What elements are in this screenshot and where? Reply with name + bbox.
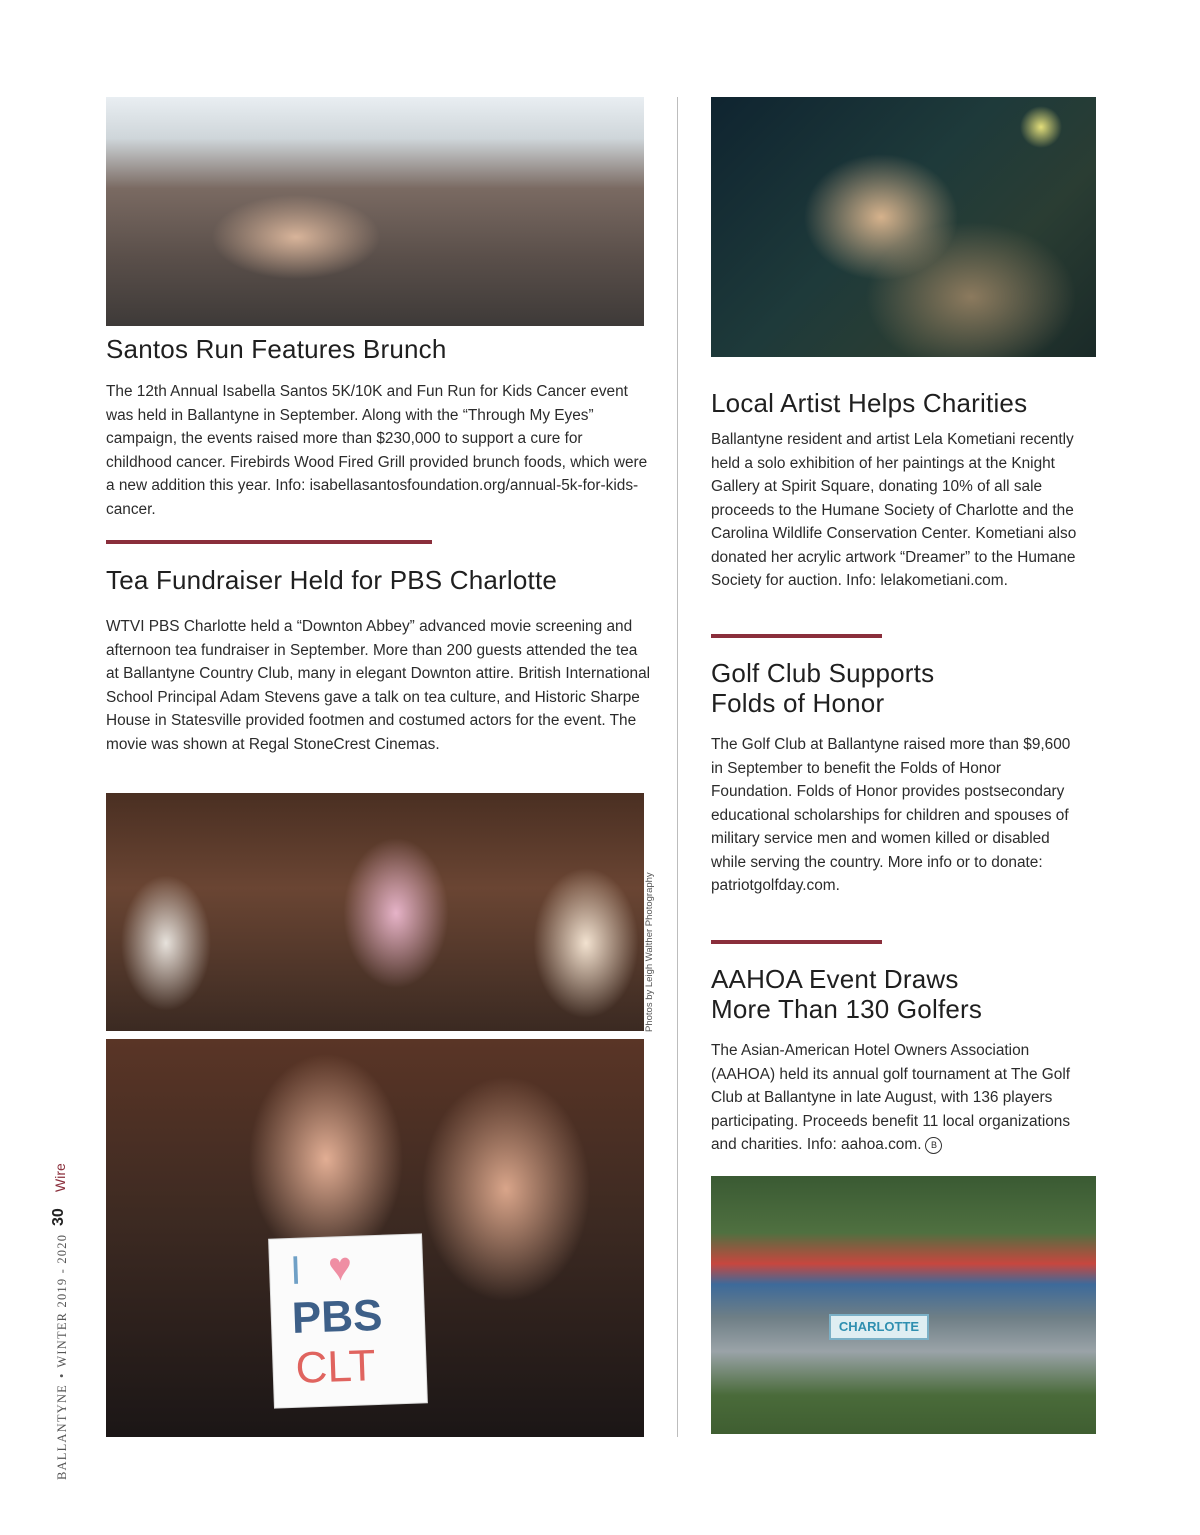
article-heading-golf-club — [711, 658, 1111, 718]
photo-tea-guests — [106, 793, 644, 1031]
folio — [53, 1234, 71, 1480]
heading-line: Folds of Honor — [711, 688, 885, 718]
pbs-clt-sign — [269, 1234, 427, 1407]
article-heading-artist: Local Artist Helps Charities — [711, 388, 1028, 418]
folio-separator: • — [55, 1373, 69, 1378]
section-rule — [106, 540, 432, 544]
section-rule — [711, 634, 882, 638]
folio-magazine: BALLANTYNE — [55, 1383, 69, 1480]
charlotte-banner: CHARLOTTE — [829, 1314, 929, 1340]
article-body-santos: The 12th Annual Isabella Santos 5K/10K and Fun Run for Kids Cancer event was held in Ballantyne in September. Along with the “Through My Eyes” campaign, the events raised more than $230,000 to support a cure for childhood cancer. Firebirds Wood Fired Grill provided brunch foods, which were a new addition this year. Info: isabellasantosfoundation.org/annual-5k-for-kids-cancer. — [106, 383, 648, 518]
folio-section-wrap — [52, 1163, 70, 1192]
article-body-tea: WTVI PBS Charlotte held a “Downton Abbey” advanced movie screening and afternoon tea fundraiser in September. More than 200 guests attended the tea at Ballantyne Country Club, many in elegant Downton attire. British International School Principal Adam Stevens gave a talk on tea culture, and Historic Sharpe House in Statesville provided footmen and costumed actors for the event. The movie was shown at Regal StoneCrest Cinemas. — [106, 618, 651, 753]
photo-dreamer-painting — [711, 97, 1096, 357]
section-rule — [711, 940, 882, 944]
article-body-artist: Ballantyne resident and artist Lela Kometiani recently held a solo exhibition of her paintings at the Knight Gallery at Spirit Square, donating 10% of all sale proceeds to the Humane Society of Charlotte and the Carolina Wildlife Conservation Center. Kometiani also donated her acrylic artwork “Dreamer” to the Humane Society for auction. Info: lelakometiani.com. — [711, 431, 1077, 589]
sign-letter: I — [289, 1248, 303, 1293]
article-body-golf-club: The Golf Club at Ballantyne raised more than $9,600 in September to benefit the Folds of Honor Foundation. Folds of Honor provides postsecondary educational scholarships for children and spouses of military service men and women killed or disabled while serving the country. More info or to donate: patriotgolfday.com. — [711, 736, 1071, 894]
heart-icon: ♥ — [327, 1244, 353, 1290]
end-mark-icon: B — [925, 1137, 942, 1154]
folio-page — [50, 1208, 68, 1226]
photo-brunch — [106, 97, 644, 326]
section-label: Wire — [52, 1163, 68, 1192]
page-number: 30 — [50, 1208, 67, 1226]
photo-credit: Photos by Leigh Walther Photography — [644, 872, 655, 1032]
article-heading-tea: Tea Fundraiser Held for PBS Charlotte — [106, 565, 558, 595]
heading-line: Golf Club Supports — [711, 658, 935, 688]
aahoa-text: The Asian-American Hotel Owners Association (AAHOA) held its annual golf tournament at The Golf Club at Ballantyne in late August, with 136 players participating. Proceeds benefit 11 local organizations and charities. Info: aahoa.com. — [711, 1042, 1071, 1153]
photo-pbs-couple — [106, 1039, 644, 1437]
photo-golfers-group — [711, 1176, 1096, 1434]
article-heading-santos: Santos Run Features Brunch — [106, 334, 447, 364]
sign-pbs: PBS — [291, 1290, 384, 1343]
column-divider — [677, 97, 678, 1437]
heading-line: AAHOA Event Draws — [711, 964, 959, 994]
article-body-aahoa — [711, 1039, 1096, 1157]
folio-issue: WINTER 2019 - 2020 — [55, 1233, 69, 1368]
sign-clt: CLT — [294, 1341, 377, 1393]
heading-line: More Than 130 Golfers — [711, 994, 983, 1024]
article-heading-aahoa — [711, 964, 1111, 1024]
